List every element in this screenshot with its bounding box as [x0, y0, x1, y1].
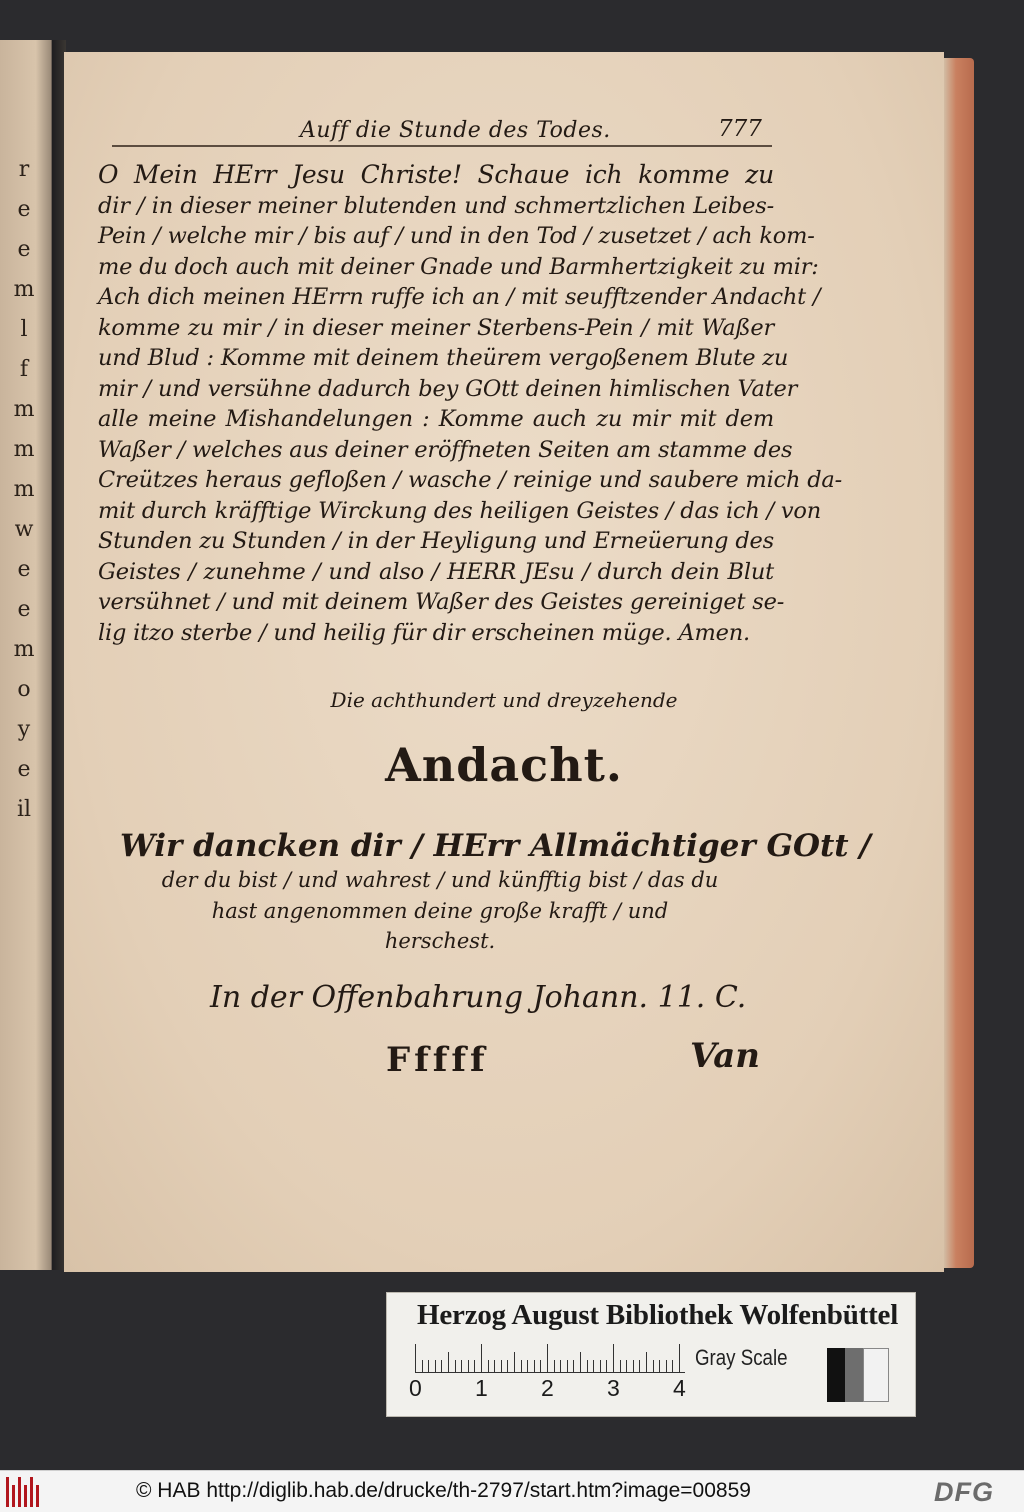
- ruler-tick: [540, 1360, 541, 1372]
- ruler-tick: [646, 1352, 647, 1372]
- body-line: O Mein HErr Jesu Christe! Schaue ich komme zu: [98, 160, 774, 189]
- body-line: Geistes / zunehme / und also / HERR JEsu / durch dein Blut: [98, 558, 774, 585]
- facing-page-glyph: w: [14, 517, 34, 542]
- ruler-tick: [593, 1360, 594, 1372]
- body-line: Pein / welche mir / bis auf / und in den Tod / zusetzet / ach kom-: [98, 223, 815, 249]
- ruler-tick: [606, 1360, 607, 1372]
- facing-page-glyph: l: [20, 317, 28, 342]
- ruler-tick: [474, 1360, 475, 1372]
- facing-page-glyph: f: [19, 357, 29, 382]
- page-number: 777: [718, 116, 762, 142]
- scale-card: [386, 1292, 916, 1417]
- ruler-tick: [481, 1344, 482, 1372]
- ruler-tick: [666, 1360, 667, 1372]
- hab-logo-icon: [6, 1477, 42, 1507]
- facing-page-glyph: e: [17, 757, 31, 782]
- facing-page-glyph: m: [13, 437, 35, 462]
- ruler-tick: [639, 1360, 640, 1372]
- facing-page-glyph: m: [13, 477, 35, 502]
- verse-line: der du bist / und wahrest / und künfftig bist / das du: [161, 868, 719, 892]
- facing-page-glyph: il: [16, 797, 32, 822]
- catchword: Van: [690, 1036, 761, 1076]
- ruler-tick: [600, 1360, 601, 1372]
- body-line: Creützes heraus gefloßen / wasche / reinige und saubere mich da-: [98, 467, 843, 493]
- ruler-tick: [554, 1360, 555, 1372]
- ruler: [415, 1343, 685, 1373]
- scripture-source: In der Offenbahrung Johann. 11. C.: [210, 980, 747, 1015]
- gray-scale-label: Gray Scale: [695, 1345, 788, 1370]
- head-rule: [112, 145, 772, 147]
- ruler-number: 2: [541, 1375, 554, 1401]
- body-line: lig itzo sterbe / und heilig für dir erscheinen müge. Amen.: [98, 619, 750, 646]
- ruler-tick: [679, 1344, 680, 1372]
- ruler-tick: [653, 1360, 654, 1372]
- ruler-number: 4: [673, 1375, 686, 1401]
- gray-swatch-mid: [845, 1348, 863, 1402]
- ruler-number: 0: [409, 1375, 422, 1401]
- ruler-tick: [573, 1360, 574, 1372]
- ruler-tick: [587, 1360, 588, 1372]
- ruler-tick: [620, 1360, 621, 1372]
- section-ordinal: Die achthundert und dreyzehende: [330, 688, 678, 712]
- body-line: Stunden zu Stunden / in der Heyligung und Erneüerung des: [98, 528, 774, 554]
- hab-logo-bar: [24, 1485, 27, 1507]
- prayer-text: [98, 160, 843, 648]
- ruler-tick: [534, 1360, 535, 1372]
- facing-page-glyph: e: [17, 237, 31, 262]
- facing-page-edge: [0, 40, 52, 1270]
- ruler-number: 1: [475, 1375, 488, 1401]
- body-line: versühnet / und mit deinem Waßer des Geistes gereiniget se-: [98, 589, 785, 615]
- body-line: komme zu mir / in dieser meiner Sterbens-Pein / mit Waßer: [98, 314, 774, 341]
- body-line: Waßer / welches aus deiner eröffneten Seiten am stamme des: [98, 436, 793, 463]
- ruler-tick: [435, 1360, 436, 1372]
- verse-line: herschest.: [384, 929, 496, 953]
- hab-logo-bar: [18, 1477, 21, 1507]
- copyright-link[interactable]: © HAB http://diglib.hab.de/drucke/th-2797/start.htm?image=00859: [136, 1479, 751, 1502]
- page-fore-edge: [944, 58, 974, 1268]
- facing-page-glyph: o: [17, 677, 31, 702]
- ruler-tick: [415, 1344, 416, 1372]
- hab-logo-bar: [12, 1485, 15, 1507]
- ruler-tick: [468, 1360, 469, 1372]
- facing-page-glyph: e: [17, 557, 31, 582]
- ruler-tick: [560, 1360, 561, 1372]
- ruler-tick: [633, 1360, 634, 1372]
- ruler-number: 3: [607, 1375, 620, 1401]
- verse-line: Wir dancken dir / HErr Allmächtiger GOtt /: [120, 828, 871, 864]
- ruler-tick: [659, 1360, 660, 1372]
- footer-bar: [0, 1470, 1024, 1512]
- ruler-tick: [514, 1352, 515, 1372]
- verse-line: hast angenommen deine große krafft / und: [211, 899, 669, 923]
- ruler-tick: [461, 1360, 462, 1372]
- signature-mark: Fffff: [386, 1040, 489, 1080]
- ruler-tick: [494, 1360, 495, 1372]
- section-title: Andacht.: [385, 738, 623, 792]
- ruler-tick: [507, 1360, 508, 1372]
- ruler-tick: [521, 1360, 522, 1372]
- gray-swatch-white: [863, 1348, 889, 1402]
- dfg-logo: DFG: [934, 1477, 994, 1507]
- gray-swatch-black: [827, 1348, 845, 1402]
- ruler-tick: [626, 1360, 627, 1372]
- card-title: Herzog August Bibliothek Wolfenbüttel: [417, 1299, 899, 1331]
- ruler-tick: [672, 1360, 673, 1372]
- ruler-tick: [448, 1352, 449, 1372]
- body-line: alle meine Mishandelungen : Komme auch zu mir mit dem: [98, 406, 774, 432]
- ruler-tick: [501, 1360, 502, 1372]
- ruler-tick: [441, 1360, 442, 1372]
- ruler-tick: [455, 1360, 456, 1372]
- body-line: Ach dich meinen HErrn ruffe ich an / mit seufftzender Andacht /: [98, 284, 821, 310]
- hab-logo-bar: [30, 1477, 33, 1507]
- hab-logo-bar: [6, 1477, 9, 1507]
- ruler-tick: [580, 1352, 581, 1372]
- ruler-numbers: [407, 1375, 697, 1405]
- facing-page-glyph: m: [13, 637, 35, 662]
- running-head: Auff die Stunde des Todes.: [300, 118, 611, 143]
- ruler-tick: [613, 1344, 614, 1372]
- body-line: me du doch auch mit deiner Gnade und Barmhertzigkeit zu mir:: [98, 253, 819, 280]
- facing-page-glyph: y: [17, 717, 31, 742]
- facing-page-glyph: e: [17, 197, 31, 222]
- facing-page-glyph: m: [13, 277, 35, 302]
- ruler-tick: [547, 1344, 548, 1372]
- ruler-tick: [527, 1360, 528, 1372]
- body-line: mit durch kräfftige Wirckung des heiligen Geistes / das ich / von: [98, 497, 822, 524]
- facing-page-glyph: r: [18, 157, 30, 182]
- facing-page-glyph: m: [13, 397, 35, 422]
- ruler-tick: [488, 1360, 489, 1372]
- body-line: dir / in dieser meiner blutenden und schmertzlichen Leibes-: [98, 192, 774, 219]
- facing-page-text: [4, 150, 44, 830]
- facing-page-glyph: e: [17, 597, 31, 622]
- ruler-tick: [428, 1360, 429, 1372]
- ruler-tick: [567, 1360, 568, 1372]
- body-line: und Blud : Komme mit deinem theürem vergoßenem Blute zu: [98, 345, 789, 371]
- hab-logo-bar: [36, 1485, 39, 1507]
- ruler-tick: [422, 1360, 423, 1372]
- body-line: mir / und versühne dadurch bey GOtt deinen himlischen Vater: [98, 375, 798, 402]
